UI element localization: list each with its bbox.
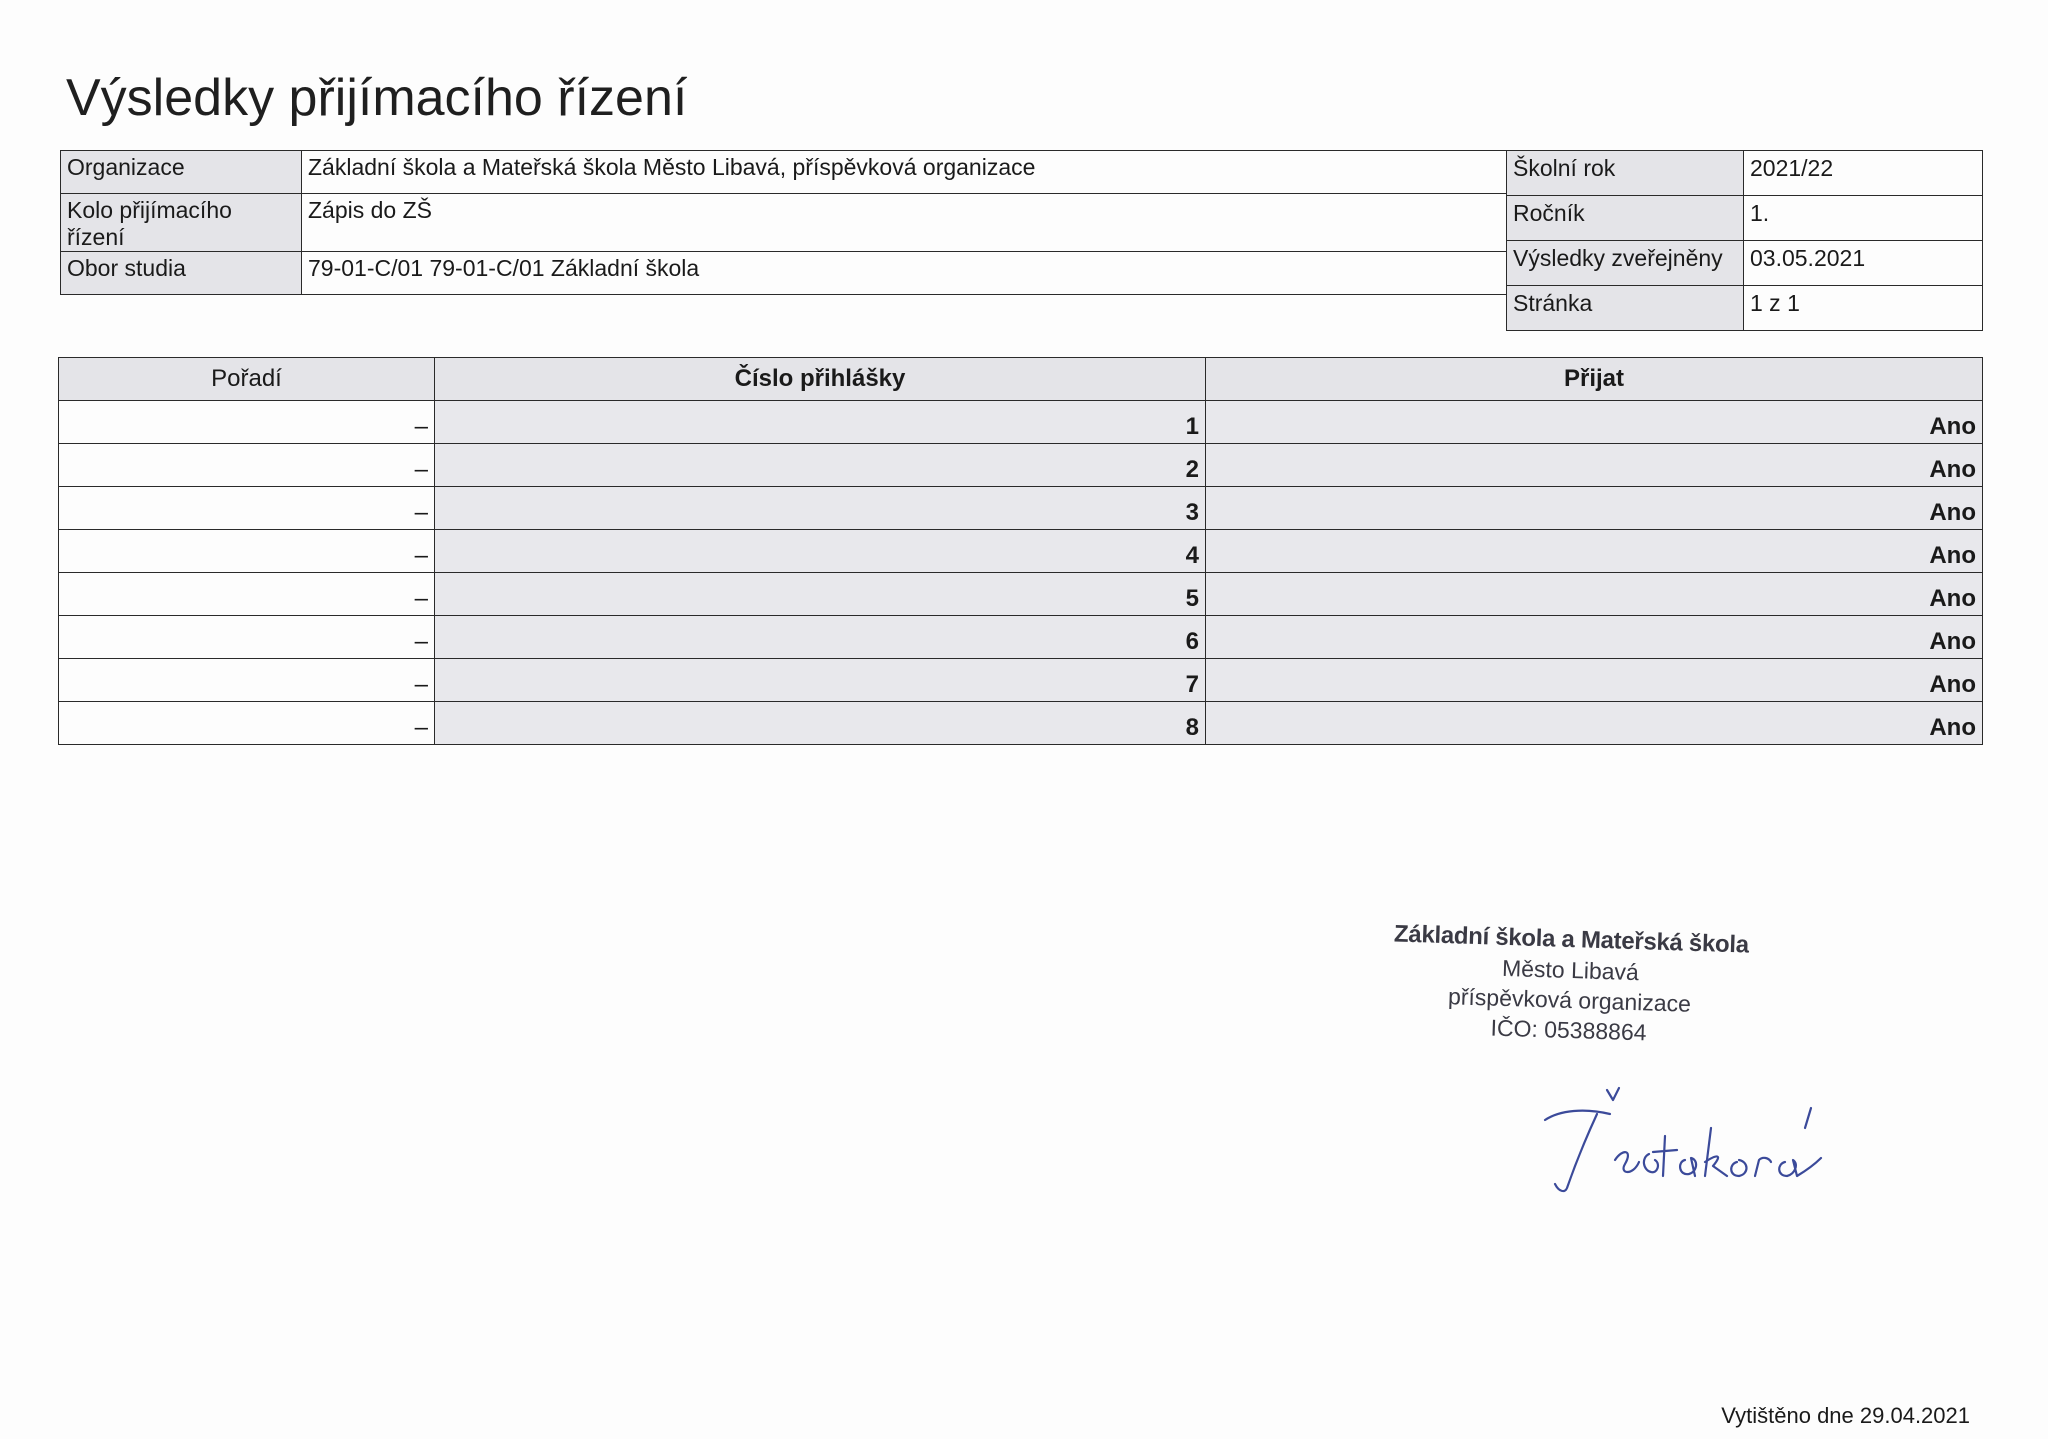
table-row — [59, 616, 1983, 659]
info-label: Stránka — [1507, 286, 1744, 331]
stamp-org-type: příspěvková organizace — [1447, 983, 1692, 1017]
cell-poradi: – — [59, 487, 435, 530]
cell-prijat: Ano — [1206, 487, 1983, 530]
stamp-ico: IČO: 05388864 — [1490, 1014, 1647, 1046]
table-row — [59, 444, 1983, 487]
table-row — [59, 401, 1983, 444]
cell-poradi: – — [59, 444, 435, 487]
info-label: Výsledky zveřejněny — [1507, 241, 1744, 286]
info-row — [61, 252, 1508, 295]
results-table — [58, 357, 1983, 745]
results-header-row — [59, 358, 1983, 401]
info-table-left — [60, 150, 1508, 295]
info-row — [1507, 241, 1983, 286]
info-row — [61, 151, 1508, 194]
printed-date: Vytištěno dne 29.04.2021 — [1721, 1403, 1970, 1428]
column-header-cislo: Číslo přihlášky — [435, 358, 1206, 401]
info-label: Obor studia — [61, 252, 302, 295]
column-header-prijat: Přijat — [1206, 358, 1983, 401]
cell-cislo: 1 — [435, 401, 1206, 444]
cell-prijat: Ano — [1206, 573, 1983, 616]
cell-prijat: Ano — [1206, 444, 1983, 487]
cell-poradi: – — [59, 573, 435, 616]
table-row — [59, 659, 1983, 702]
cell-cislo: 4 — [435, 530, 1206, 573]
cell-prijat: Ano — [1206, 659, 1983, 702]
table-row — [59, 487, 1983, 530]
info-row — [1507, 196, 1983, 241]
info-table-right — [1506, 150, 1983, 331]
cell-cislo: 3 — [435, 487, 1206, 530]
info-value: 1. — [1744, 196, 1983, 241]
info-value: 2021/22 — [1744, 151, 1983, 196]
cell-poradi: – — [59, 702, 435, 745]
cell-prijat: Ano — [1206, 401, 1983, 444]
info-value: 1 z 1 — [1744, 286, 1983, 331]
cell-prijat: Ano — [1206, 702, 1983, 745]
info-value: 79-01-C/01 79-01-C/01 Základní škola — [302, 252, 1508, 295]
cell-prijat: Ano — [1206, 530, 1983, 573]
stamp-town: Město Libavá — [1501, 954, 1640, 986]
page-title: Výsledky přijímacího řízení — [66, 69, 688, 127]
info-value: Zápis do ZŠ — [302, 194, 1508, 252]
cell-poradi: – — [59, 530, 435, 573]
cell-prijat: Ano — [1206, 616, 1983, 659]
info-row — [1507, 151, 1983, 196]
cell-poradi: – — [59, 616, 435, 659]
info-value: 03.05.2021 — [1744, 241, 1983, 286]
info-label: Ročník — [1507, 196, 1744, 241]
cell-poradi: – — [59, 401, 435, 444]
cell-cislo: 2 — [435, 444, 1206, 487]
column-header-poradi: Pořadí — [59, 358, 435, 401]
cell-cislo: 5 — [435, 573, 1206, 616]
info-label: Kolo přijímacího řízení — [61, 194, 302, 252]
cell-cislo: 8 — [435, 702, 1206, 745]
cell-cislo: 7 — [435, 659, 1206, 702]
stamp-school-name: Základní škola a Mateřská škola — [1393, 920, 1750, 959]
info-value: Základní škola a Mateřská škola Město Libavá, příspěvková organizace — [302, 151, 1508, 194]
table-row — [59, 530, 1983, 573]
info-label: Školní rok — [1507, 151, 1744, 196]
info-row — [61, 194, 1508, 252]
cell-poradi: – — [59, 659, 435, 702]
cell-cislo: 6 — [435, 616, 1206, 659]
info-label: Organizace — [61, 151, 302, 194]
school-stamp — [1388, 918, 1752, 1050]
table-row — [59, 573, 1983, 616]
table-row — [59, 702, 1983, 745]
handwritten-signature — [1515, 1080, 1835, 1200]
info-row — [1507, 286, 1983, 331]
